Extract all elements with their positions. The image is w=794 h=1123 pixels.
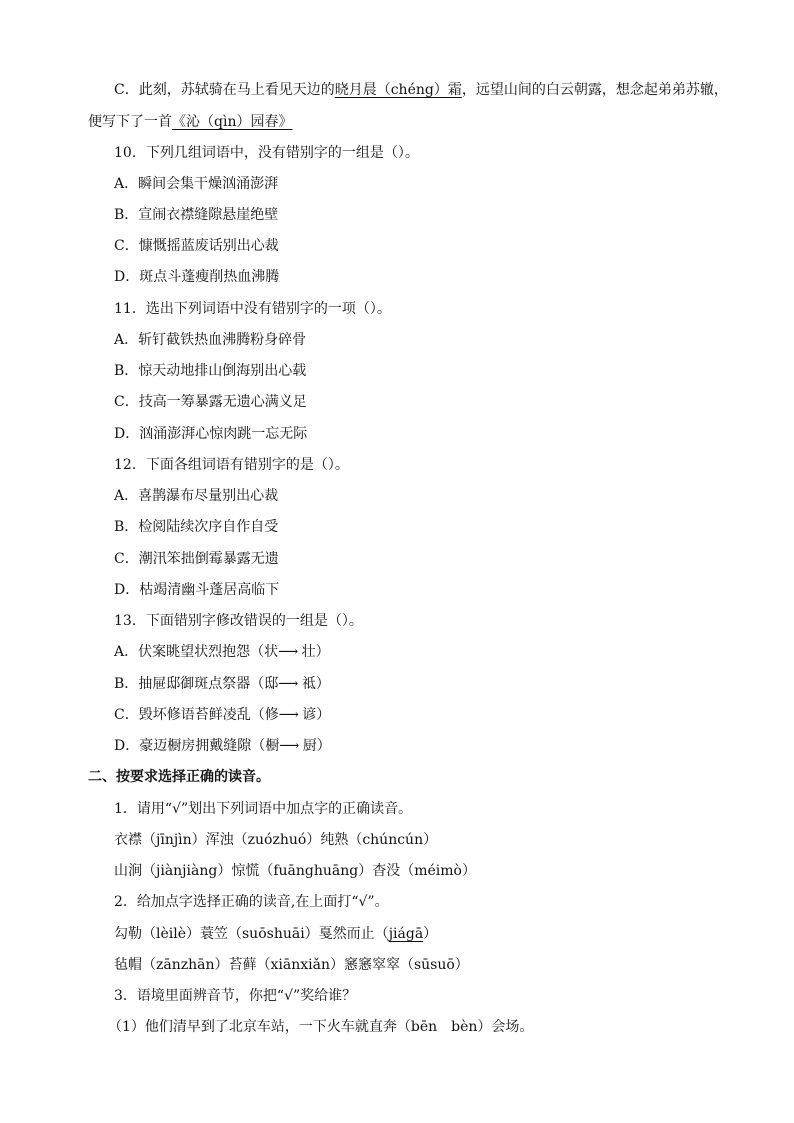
question-12-option-c: C．潮汛笨拙倒霉暴露无遗: [114, 551, 279, 567]
question-10-option-c: C．慷慨摇蓝废话别出心裁: [114, 238, 279, 254]
arrow-right-icon: ⟶: [278, 644, 298, 660]
question-11-option-a: A．斩钉截铁热血沸腾粉身碎骨: [114, 332, 307, 348]
section-2-heading: 二、按要求选择正确的读音。: [88, 769, 270, 785]
question-10-option-d: D．斑点斗蓬瘦削热血沸腾: [114, 269, 280, 285]
text-segment: 便写下了一首: [88, 114, 172, 130]
correction-text: 谚）: [297, 707, 331, 723]
question-13-option-b: [114, 674, 330, 694]
question-10-option-b: B．宣闹衣襟缝隙悬崖绝壁: [114, 207, 279, 223]
correction-text: 祗）: [297, 676, 330, 692]
option-text: A．伏案眺望状烈抱怨（状: [114, 644, 279, 660]
subquestion-3-stem: 3．语境里面辨音节，你把“√”奖给谁？: [114, 988, 357, 1004]
question-13-stem: 13．下面错别字修改错误的一组是（）。: [114, 613, 363, 629]
correction-text: 厨）: [298, 738, 331, 754]
question-12-option-a: A．喜鹊瀑布尽量别出心裁: [114, 488, 279, 504]
subquestion-2-row-2: 毡帽（zānzhān）苔藓（xiānxiǎn）窸窸窣窣（sūsuō）: [114, 957, 469, 973]
question-13-option-c: [114, 705, 330, 725]
question-11-option-c: C．技高一筹暴露无遗心满义足: [114, 394, 307, 410]
question-12-option-b: B．检阅陆续次序自作自受: [114, 519, 279, 535]
arrow-right-icon: ⟶: [278, 676, 298, 692]
question-11-option-d: D．汹涌澎湃心惊肉跳一忘无际: [114, 426, 308, 442]
underlined-pinyin: jiágā: [388, 926, 424, 942]
question-13-option-d: [114, 736, 331, 756]
text-segment: C．此刻，苏轼骑在马上看见天边的: [114, 82, 335, 98]
subquestion-1-row-1: 衣襟（jīnjìn）浑浊（zuózhuó）纯熟（chúncún）: [114, 832, 438, 848]
subquestion-2-stem: 2．给加点字选择正确的读音,在上面打“√”。: [114, 894, 389, 910]
subquestion-1-row-2: 山涧（jiànjiàng）惊慌（fuānghuāng）杳没（méimò）: [114, 863, 476, 879]
option-text: C．毁坏修语苔鲜凌乱（修: [114, 707, 279, 723]
arrow-right-icon: ⟶: [279, 738, 299, 754]
question-12-option-d: D．枯竭清幽斗蓬居高临下: [114, 582, 280, 598]
correction-text: 壮）: [297, 644, 330, 660]
text-segment: ，远望山间的白云朝露，想念起弟弟苏辙，: [461, 82, 728, 98]
subquestion-2-row-1: [114, 924, 437, 944]
underlined-title: 《沁（qìn）园春》: [172, 114, 293, 130]
question-10-option-a: A．瞬间会集干燥汹涌澎湃: [114, 176, 279, 192]
question-11-stem: 11．选出下列词语中没有错别字的一项（）。: [114, 301, 391, 317]
question-11-option-b: B．惊天动地排山倒海别出心载: [114, 363, 307, 379]
question-9-option-c-line2: [88, 112, 292, 132]
subquestion-3-item-1: （1）他们清早到了北京车站，一下火车就直奔（bēn bèn）会场。: [108, 1019, 534, 1035]
question-9-option-c-line1: [114, 80, 728, 100]
question-10-stem: 10．下列几组词语中，没有错别字的一组是（）。: [114, 145, 419, 161]
text-segment: 勾勒（lèilè）蓑笠（suōshuāi）戛然而止（: [114, 926, 389, 942]
subquestion-1-stem: 1．请用“√”划出下列词语中加点字的正确读音。: [114, 801, 413, 817]
question-13-option-a: [114, 642, 330, 662]
option-text: B．抽屉邸御斑点祭器（邸: [114, 676, 279, 692]
option-text: D．豪迈橱房拥戴缝隙（橱: [114, 738, 280, 754]
arrow-right-icon: ⟶: [278, 707, 298, 723]
question-12-stem: 12．下面各组词语有错别字的是（）。: [114, 457, 349, 473]
underlined-phrase: 晓月晨（chéng）霜: [334, 82, 462, 98]
text-segment: ）: [423, 926, 438, 942]
